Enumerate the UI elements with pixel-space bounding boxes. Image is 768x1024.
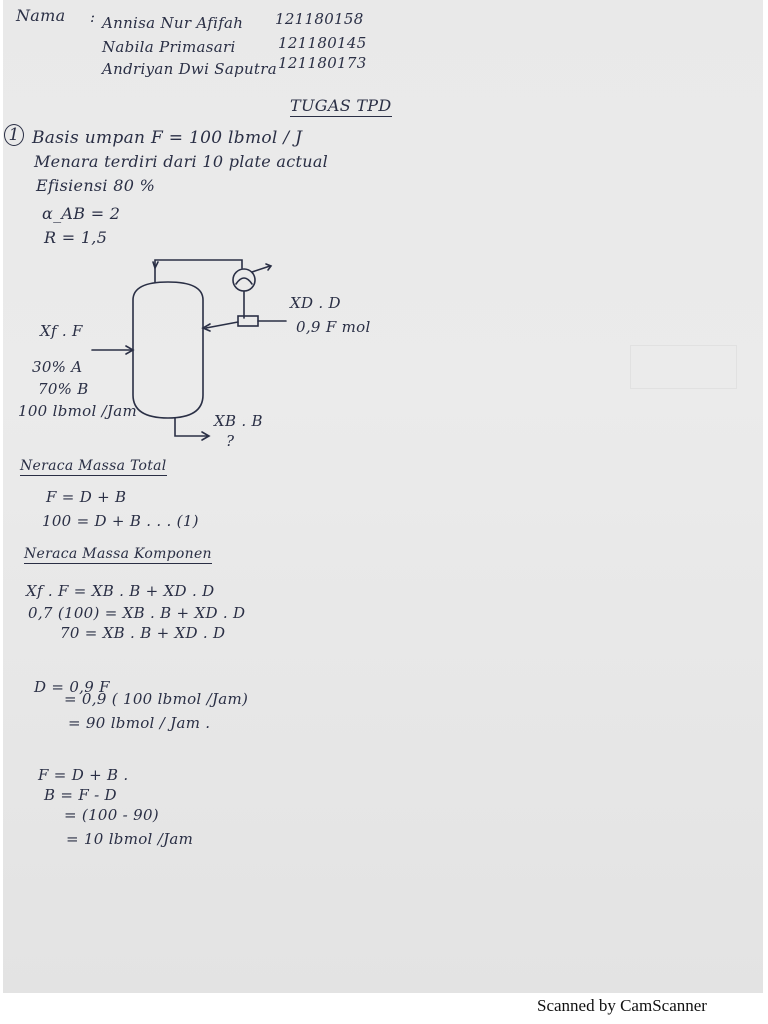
member-1-nim: 121180158 [275, 10, 364, 28]
komponen-eq-3: 70 = XB . B + XD . D [60, 624, 226, 642]
calc-d-line-2: = 0,9 ( 100 lbmol /Jam) [64, 690, 249, 708]
total-eq-2: 100 = D + B . . . (1) [42, 512, 199, 530]
distillate-label: XD . D [290, 294, 341, 312]
feed-label: Xf . F [40, 322, 83, 340]
calc-d-line-1: D = 0,9 F [34, 678, 110, 696]
calc-b-line-2: B = F - D [44, 786, 117, 804]
feed-composition-b: 70% B [38, 380, 89, 398]
problem-line-alpha: α_AB = 2 [42, 204, 121, 223]
scanner-watermark: Scanned by CamScanner [537, 996, 707, 1015]
member-3-nim: 121180173 [278, 54, 367, 72]
problem-line-menara: Menara terdiri dari 10 plate actual [34, 152, 329, 171]
total-eq-1: F = D + B [46, 488, 127, 506]
distillate-value: 0,9 F mol [296, 318, 371, 336]
heading-neraca-komponen: Neraca Massa Komponen [24, 546, 212, 562]
heading-neraca-total: Neraca Massa Total [20, 458, 167, 474]
nama-colon: : [90, 8, 96, 26]
feed-rate: 100 lbmol /Jam [18, 402, 138, 420]
member-2-nim: 121180145 [278, 34, 367, 52]
problem-line-basis: Basis umpan F = 100 lbmol / J [32, 128, 303, 148]
calc-b-line-1: F = D + B . [38, 766, 129, 784]
member-3-name: Andriyan Dwi Saputra [102, 60, 277, 78]
nama-label: Nama [16, 6, 66, 25]
problem-line-efisiensi: Efisiensi 80 % [36, 176, 156, 195]
calc-d-line-3: = 90 lbmol / Jam . [68, 714, 211, 732]
bottoms-label: XB . B [214, 412, 263, 430]
feed-composition-a: 30% A [32, 358, 83, 376]
member-1-name: Annisa Nur Afifah [102, 14, 244, 32]
column-shell [133, 282, 203, 418]
calc-b-line-3: = (100 - 90) [64, 806, 159, 824]
problem-line-reflux: R = 1,5 [44, 228, 108, 247]
calc-b-line-4: = 10 lbmol /Jam [66, 830, 194, 848]
vapor-line [155, 260, 242, 282]
reflux-return-line [206, 322, 238, 328]
problem-number: 1 [4, 124, 24, 146]
komponen-eq-2: 0,7 (100) = XB . B + XD . D [28, 604, 246, 622]
reflux-drum [238, 316, 258, 326]
bottoms-unknown: ? [226, 432, 235, 450]
komponen-eq-1: Xf . F = XB . B + XD . D [26, 582, 215, 600]
member-2-name: Nabila Primasari [102, 38, 236, 56]
page-title: TUGAS TPD [290, 96, 392, 115]
